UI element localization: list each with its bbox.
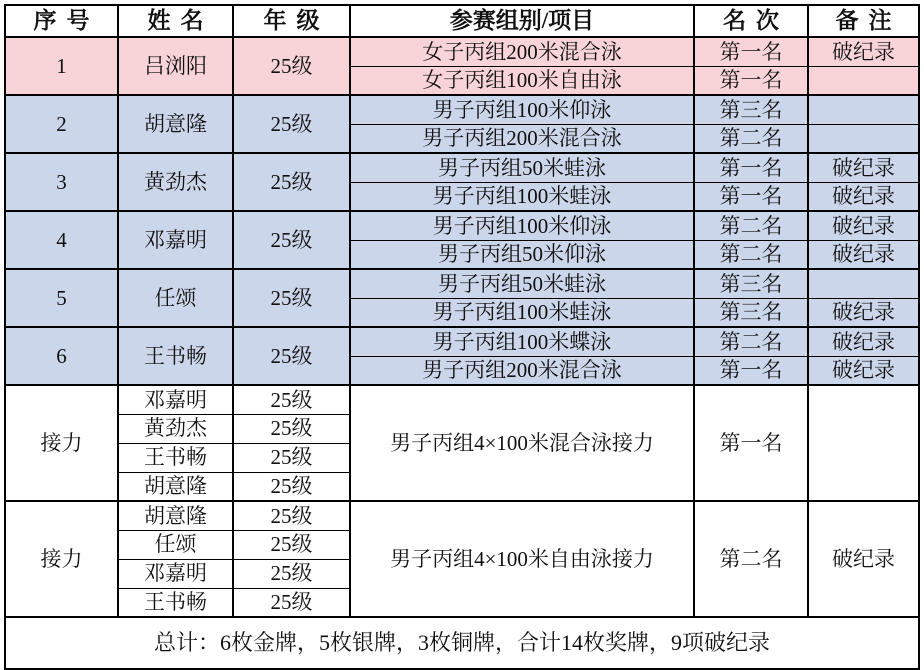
header-note: 备注 — [808, 5, 919, 37]
event-cell: 男子丙组100米仰泳 — [350, 95, 694, 124]
note-cell — [808, 385, 919, 501]
name-cell: 吕浏阳 — [118, 37, 233, 95]
note-cell — [808, 95, 919, 124]
grade-cell: 25级 — [233, 95, 350, 153]
table-row — [5, 37, 919, 66]
event-cell: 男子丙组100米蝶泳 — [350, 327, 694, 356]
seq-cell: 6 — [5, 327, 118, 385]
rank-cell: 第二名 — [694, 124, 808, 153]
grade-cell: 25级 — [233, 37, 350, 95]
grade-cell: 25级 — [233, 472, 350, 501]
grade-cell: 25级 — [233, 530, 350, 559]
note-cell: 破纪录 — [808, 37, 919, 66]
seq-cell: 接力 — [5, 385, 118, 501]
header-name: 姓名 — [118, 5, 233, 37]
name-cell: 胡意隆 — [118, 95, 233, 153]
seq-cell: 4 — [5, 211, 118, 269]
name-cell: 任颂 — [118, 530, 233, 559]
rank-cell: 第二名 — [694, 240, 808, 269]
table-row — [5, 385, 919, 414]
header-seq: 序号 — [5, 5, 118, 37]
note-cell: 破纪录 — [808, 182, 919, 211]
grade-cell: 25级 — [233, 588, 350, 617]
grade-cell: 25级 — [233, 414, 350, 443]
table-row — [5, 211, 919, 240]
event-cell: 男子丙组4×100米自由泳接力 — [350, 501, 694, 617]
header-event: 参赛组别/项目 — [350, 5, 694, 37]
rank-cell: 第二名 — [694, 211, 808, 240]
note-cell: 破纪录 — [808, 298, 919, 327]
table-row — [5, 95, 919, 124]
grade-cell: 25级 — [233, 559, 350, 588]
event-cell: 男子丙组200米混合泳 — [350, 124, 694, 153]
event-cell: 男子丙组100米仰泳 — [350, 211, 694, 240]
grade-cell: 25级 — [233, 385, 350, 414]
event-cell: 男子丙组50米蛙泳 — [350, 269, 694, 298]
note-cell: 破纪录 — [808, 327, 919, 356]
grade-cell: 25级 — [233, 269, 350, 327]
rank-cell: 第一名 — [694, 356, 808, 385]
seq-cell: 5 — [5, 269, 118, 327]
header-grade: 年级 — [233, 5, 350, 37]
table-row — [5, 501, 919, 530]
name-cell: 胡意隆 — [118, 501, 233, 530]
rank-cell: 第三名 — [694, 269, 808, 298]
rank-cell: 第三名 — [694, 298, 808, 327]
note-cell: 破纪录 — [808, 240, 919, 269]
name-cell: 王书畅 — [118, 327, 233, 385]
seq-cell: 1 — [5, 37, 118, 95]
rank-cell: 第三名 — [694, 95, 808, 124]
table-row — [5, 153, 919, 182]
name-cell: 黄劲杰 — [118, 414, 233, 443]
rank-cell: 第一名 — [694, 37, 808, 66]
grade-cell: 25级 — [233, 211, 350, 269]
name-cell: 王书畅 — [118, 588, 233, 617]
name-cell: 胡意隆 — [118, 472, 233, 501]
event-cell: 男子丙组100米蛙泳 — [350, 298, 694, 327]
summary-row — [5, 617, 919, 669]
name-cell: 任颂 — [118, 269, 233, 327]
name-cell: 黄劲杰 — [118, 153, 233, 211]
note-cell: 破纪录 — [808, 153, 919, 182]
table-row — [5, 269, 919, 298]
header-rank: 名次 — [694, 5, 808, 37]
event-cell: 女子丙组100米自由泳 — [350, 66, 694, 95]
event-cell: 男子丙组100米蛙泳 — [350, 182, 694, 211]
results-sheet — [4, 4, 920, 670]
rank-cell: 第一名 — [694, 153, 808, 182]
note-cell — [808, 269, 919, 298]
note-cell — [808, 124, 919, 153]
rank-cell: 第二名 — [694, 501, 808, 617]
event-cell: 男子丙组50米蛙泳 — [350, 153, 694, 182]
grade-cell: 25级 — [233, 501, 350, 530]
rank-cell: 第一名 — [694, 385, 808, 501]
note-cell: 破纪录 — [808, 211, 919, 240]
note-cell — [808, 66, 919, 95]
rank-cell: 第二名 — [694, 327, 808, 356]
grade-cell: 25级 — [233, 327, 350, 385]
seq-cell: 接力 — [5, 501, 118, 617]
event-cell: 男子丙组50米仰泳 — [350, 240, 694, 269]
results-table — [4, 4, 920, 670]
rank-cell: 第一名 — [694, 182, 808, 211]
note-cell: 破纪录 — [808, 356, 919, 385]
rank-cell: 第一名 — [694, 66, 808, 95]
event-cell: 女子丙组200米混合泳 — [350, 37, 694, 66]
grade-cell: 25级 — [233, 443, 350, 472]
seq-cell: 2 — [5, 95, 118, 153]
grade-cell: 25级 — [233, 153, 350, 211]
seq-cell: 3 — [5, 153, 118, 211]
table-row — [5, 327, 919, 356]
header-row — [5, 5, 919, 37]
name-cell: 王书畅 — [118, 443, 233, 472]
name-cell: 邓嘉明 — [118, 211, 233, 269]
event-cell: 男子丙组200米混合泳 — [350, 356, 694, 385]
note-cell: 破纪录 — [808, 501, 919, 617]
name-cell: 邓嘉明 — [118, 559, 233, 588]
name-cell: 邓嘉明 — [118, 385, 233, 414]
event-cell: 男子丙组4×100米混合泳接力 — [350, 385, 694, 501]
summary-cell: 总计：6枚金牌，5枚银牌，3枚铜牌，合计14枚奖牌，9项破纪录 — [5, 617, 919, 669]
